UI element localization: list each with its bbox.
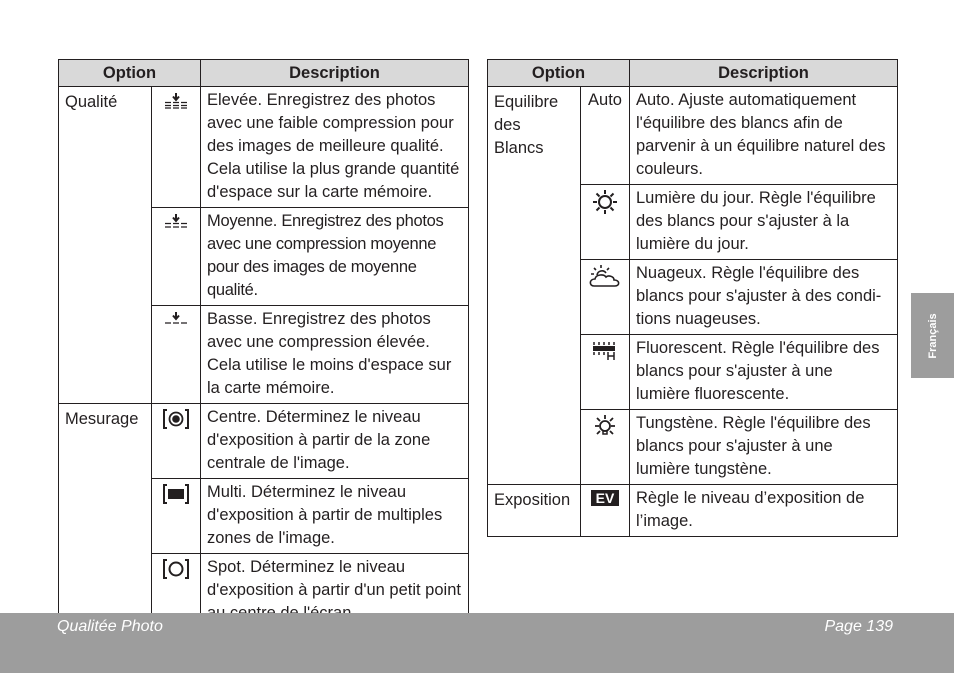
option-cell: Mesurage (59, 404, 152, 630)
option-cell: Exposition (488, 485, 581, 537)
quality-high-icon (152, 87, 201, 208)
quality-low-icon (152, 306, 201, 404)
footer (0, 613, 954, 673)
language-tab (911, 293, 954, 378)
daylight-icon (581, 185, 630, 260)
quality-metering-table (58, 59, 469, 630)
description-cell: Basse. Enregistrez des photos avec une compression élevée. Cela utilise le moins d'espace sur la carte mémoire. (201, 306, 469, 404)
ev-icon (581, 485, 630, 537)
metering-multi-icon (152, 479, 201, 554)
description-cell: Centre. Déterminez le niveau d'exposition à partir de la zone centrale de l'image. (201, 404, 469, 479)
option-header: Option (488, 60, 630, 87)
description-cell: Auto. Ajuste automatiquement l'équilibre des blancs afin de parvenir à un équilibre naturel des couleurs. (630, 87, 898, 185)
language-tab-label: Français (926, 312, 939, 359)
quality-medium-icon (152, 208, 201, 306)
description-cell: Moyenne. Enregistrez des photos avec une compression moyenne pour des images de moyenne qualité. (201, 208, 469, 306)
option-cell: Qualité (59, 87, 152, 404)
white-balance-exposure-table (487, 59, 898, 537)
tungsten-icon (581, 410, 630, 485)
metering-center-icon (152, 404, 201, 479)
description-cell: Fluorescent. Règle l'équilibre des blancs pour s'ajuster à une lumière fluorescente. (630, 335, 898, 410)
option-header: Option (59, 60, 201, 87)
fluorescent-icon (581, 335, 630, 410)
description-cell: Multi. Déterminez le niveau d'exposition à partir de multiples zones de l'image. (201, 479, 469, 554)
footer-section-title: Qualitée Photo (57, 618, 163, 635)
ev-text: EV (595, 490, 615, 506)
description-header: Description (630, 60, 898, 87)
description-cell: Tungstène. Règle l'équilibre des blancs pour s'ajuster à une lumière tungstène. (630, 410, 898, 485)
description-cell: Nuageux. Règle l'équilibre des blancs pour s'ajuster à des condi-tions nuageuses. (630, 260, 898, 335)
description-cell: Règle le niveau d’exposition de l’image. (630, 485, 898, 537)
auto-label: Auto (581, 87, 630, 185)
description-header: Description (201, 60, 469, 87)
description-cell: Lumière du jour. Règle l'équilibre des blancs pour s'ajuster à la lumière du jour. (630, 185, 898, 260)
cloudy-icon (581, 260, 630, 335)
description-cell: Spot. Déterminez le niveau d'exposition à partir d'un petit point (201, 554, 469, 630)
option-cell: Equilibre des Blancs (488, 87, 581, 485)
footer-page-number: Page 139 (824, 618, 893, 635)
description-cell: Elevée. Enregistrez des photos avec une faible compression pour des images de meilleure qualité. Cela utilise la plus grande quantité d'espace sur la carte mémoire. (201, 87, 469, 208)
